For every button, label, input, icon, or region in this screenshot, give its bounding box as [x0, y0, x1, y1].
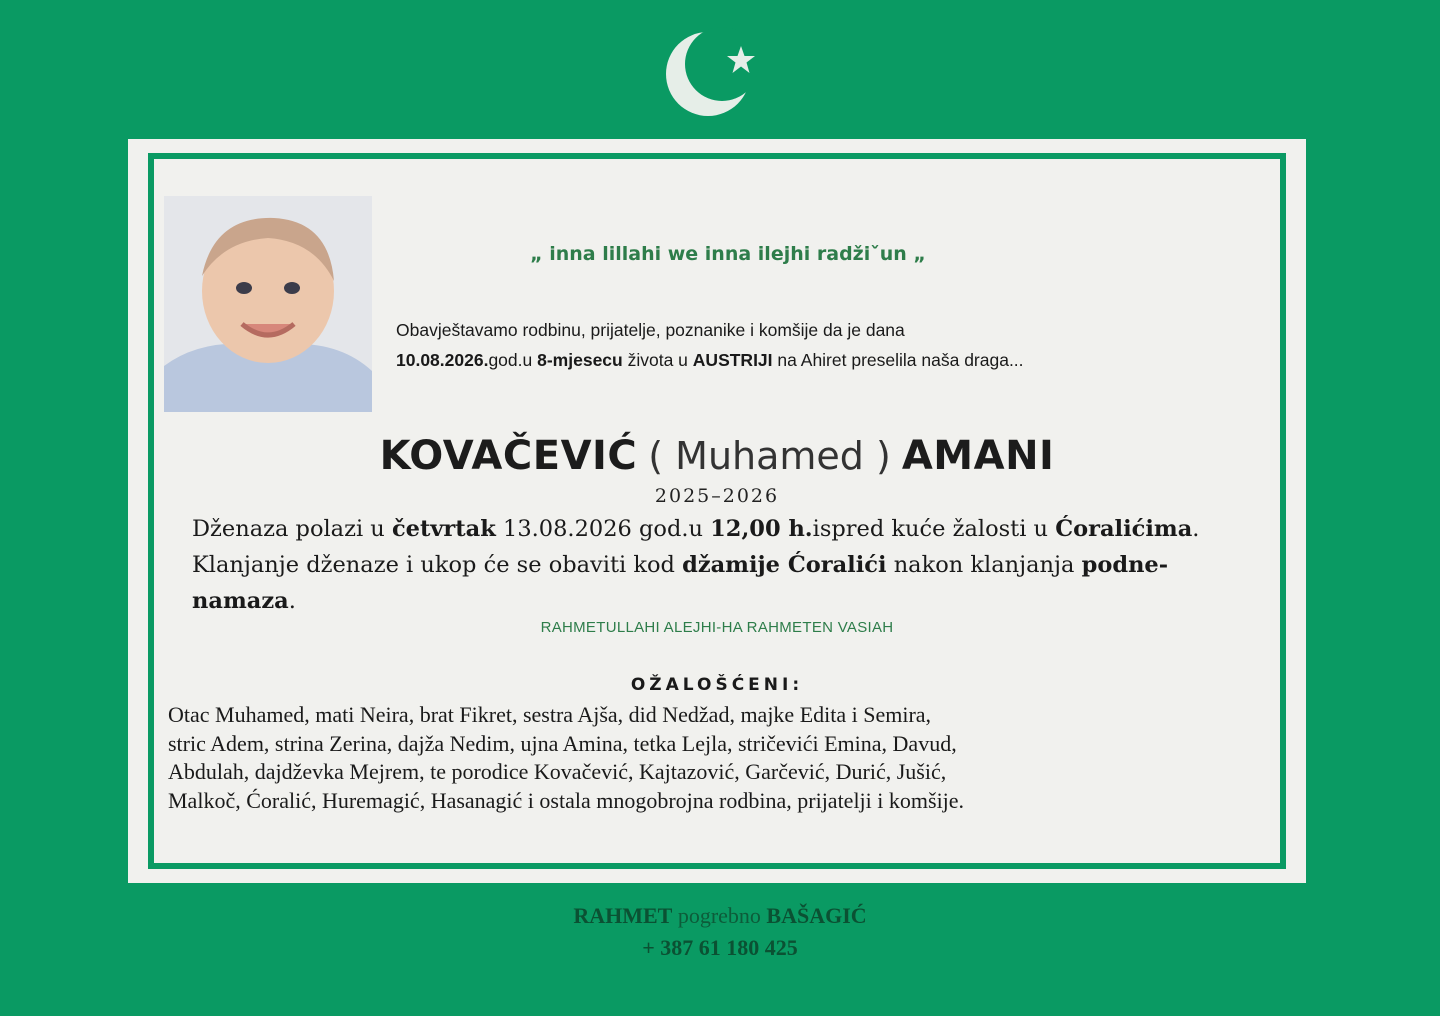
age: 8-mjesecu	[537, 350, 623, 370]
father-name: ( Muhamed )	[648, 434, 891, 478]
mourners-list	[168, 701, 1266, 815]
funeral-day: četvrtak	[391, 516, 496, 542]
mourners-line: stric Adem, strina Zerina, dajža Nedim, ujna Amina, tetka Lejla, stričevići Emina, Davud,	[168, 730, 957, 756]
funeral-home-name: RAHMET pogrebno BAŠAGIĆ	[573, 903, 867, 928]
mourners-line: Otac Muhamed, mati Neira, brat Fikret, sestra Ajša, did Nedžad, majke Edita i Semira,	[168, 702, 932, 727]
announcement-line-2: 10.08.2026.god.u 8-mjesecu života u AUSTRIJI na Ahiret preselila naša draga...	[396, 350, 1024, 370]
prayer: podne-namaza	[192, 552, 1169, 614]
funeral-home-footer	[0, 900, 1440, 964]
mourners-line: Malkoč, Ćoralić, Huremagić, Hasanagić i ostala mnogobrojna rodbina, prijatelji i komšije.	[168, 787, 965, 813]
mourners-line: Abdulah, dajdževka Mejrem, te porodice Kovačević, Kajtazović, Garčević, Durić, Jušić,	[168, 759, 947, 784]
crescent-star-icon	[660, 18, 770, 128]
life-years: 2025–2026	[654, 485, 780, 507]
portrait-photo	[164, 196, 372, 412]
rahmet-phrase: RAHMETULLAHI ALEJHI-HA RAHMETEN VASIAH	[540, 619, 894, 636]
first-name: AMANI	[901, 433, 1055, 479]
deceased-name	[128, 429, 1306, 480]
announcement-text	[396, 315, 1196, 375]
funeral-details: Dženaza polazi u četvrtak 13.08.2026 god.u 12,00 h.ispred kuće žalosti u Ćoralićima. Klanjanje dženaze i ukop će se obaviti kod džamije Ćoralići nakon klanjanja podne-namaza.	[192, 516, 1200, 614]
funeral-place: Ćoralićima	[1055, 516, 1193, 542]
death-date: 10.08.2026.	[396, 350, 489, 370]
religious-quote: „ inna lillahi we inna ilejhi radžiˇun „	[530, 243, 926, 265]
funeral-home-phone: + 387 61 180 425	[642, 935, 798, 960]
announcement-line-1: Obavještavamo rodbinu, prijatelje, poznanike i komšije da je dana	[396, 320, 905, 340]
surname: KOVAČEVIĆ	[379, 433, 638, 479]
obituary-card	[128, 139, 1306, 883]
country: AUSTRIJI	[692, 350, 773, 370]
funeral-time: 12,00 h.	[710, 516, 813, 542]
mourners-title: OŽALOŠĆENI:	[630, 675, 804, 695]
mosque: džamije Ćoralići	[682, 552, 887, 578]
